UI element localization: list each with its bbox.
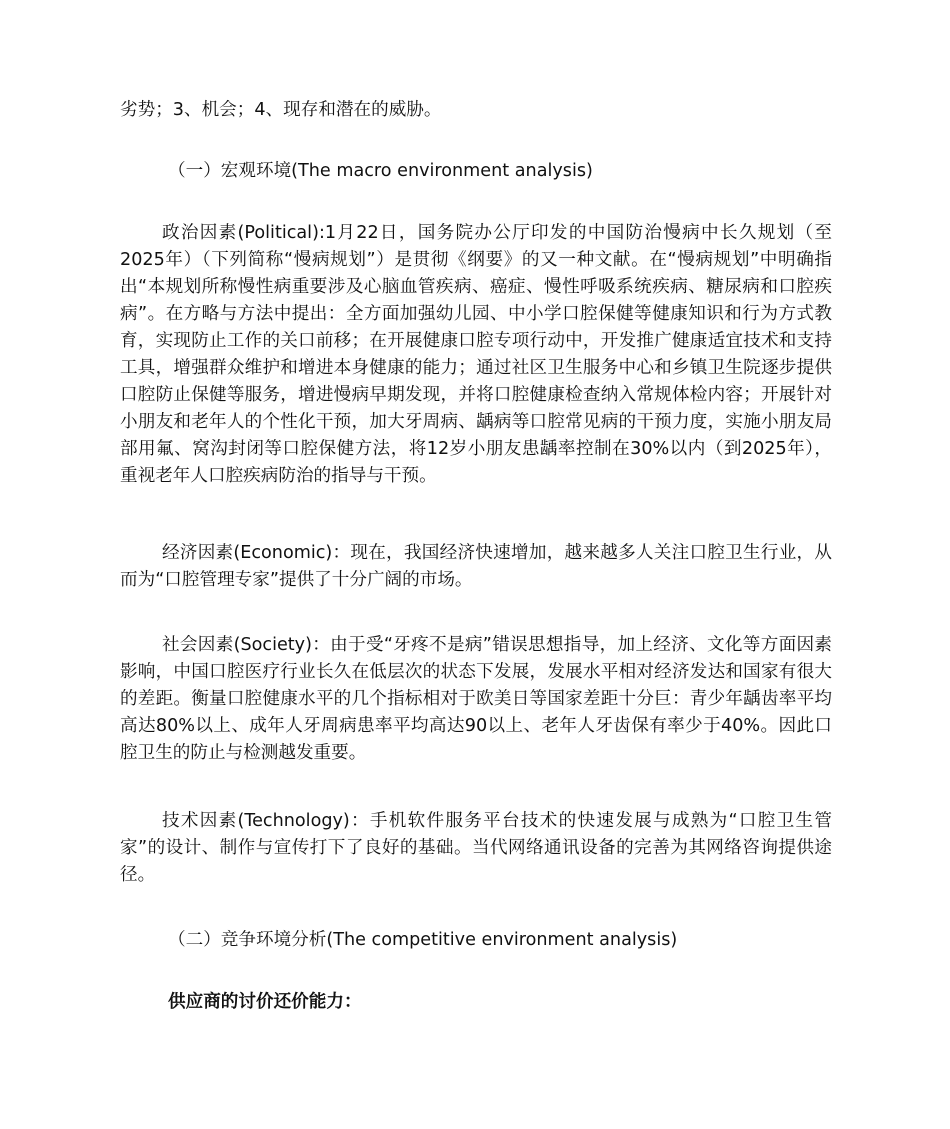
supplier-bargaining-heading: 供应商的讨价还价能力： (168, 992, 362, 1012)
section-heading-competitive: （二）竞争环境分析(The competitive environment analysis) (168, 930, 678, 950)
society-paragraph: 社会因素(Society)：由于受“牙疼不是病”错误思想指导，加上经济、文化等方面因素影响，中国口腔医疗行业长久在低层次的状态下发展，发展水平相对经济发达和国家有很大的差距。衡量口腔健康水平的几个指标相对于欧美日等国家差距十分巨：青少年龋齿率平均高达80%以上、成年人牙周病患率平均高达90以上、老年人牙齿保有率少于40%。因此口腔卫生的防止与检测越发重要。 (120, 635, 832, 763)
technology-paragraph: 技术因素(Technology)：手机软件服务平台技术的快速发展与成熟为“口腔卫生管家”的设计、制作与宣传打下了良好的基础。当代网络通讯设备的完善为其网络咨询提供途径。 (120, 811, 832, 885)
continuation-paragraph: 劣势；3、机会；4、现存和潜在的威胁。 (120, 100, 442, 120)
political-paragraph: 政治因素(Political):1月22日，国务院办公厅印发的中国防治慢病中长久规划（至2025年）（下列简称“慢病规划”）是贯彻《纲要》的又一种文献。在“慢病规划”中明确指出“本规划所称慢性病重要涉及心脑血管疾病、癌症、慢性呼吸系统疾病、糖尿病和口腔疾病”。在方略与方法中提出：全方面加强幼儿园、中小学口腔保健等健康知识和行为方式教育，实现防止工作的关口前移；在开展健康口腔专项行动中，开发推广健康适宜技术和支持工具，增强群众维护和增进本身健康的能力；通过社区卫生服务中心和乡镇卫生院逐步提供口腔防止保健等服务，增进慢病早期发现，并将口腔健康检查纳入常规体检内容；开展针对小朋友和老年人的个性化干预，加大牙周病、龋病等口腔常见病的干预力度，实施小朋友局部用氟、窝沟封闭等口腔保健方法，将12岁小朋友患龋率控制在30%以内（到2025年），重视老年人口腔疾病防治的指导与干预。 (120, 223, 832, 486)
economic-paragraph: 经济因素(Economic)：现在，我国经济快速增加，越来越多人关注口腔卫生行业，从而为“口腔管理专家”提供了十分广阔的市场。 (120, 543, 832, 590)
section-heading-macro: （一）宏观环境(The macro environment analysis) (168, 161, 593, 181)
